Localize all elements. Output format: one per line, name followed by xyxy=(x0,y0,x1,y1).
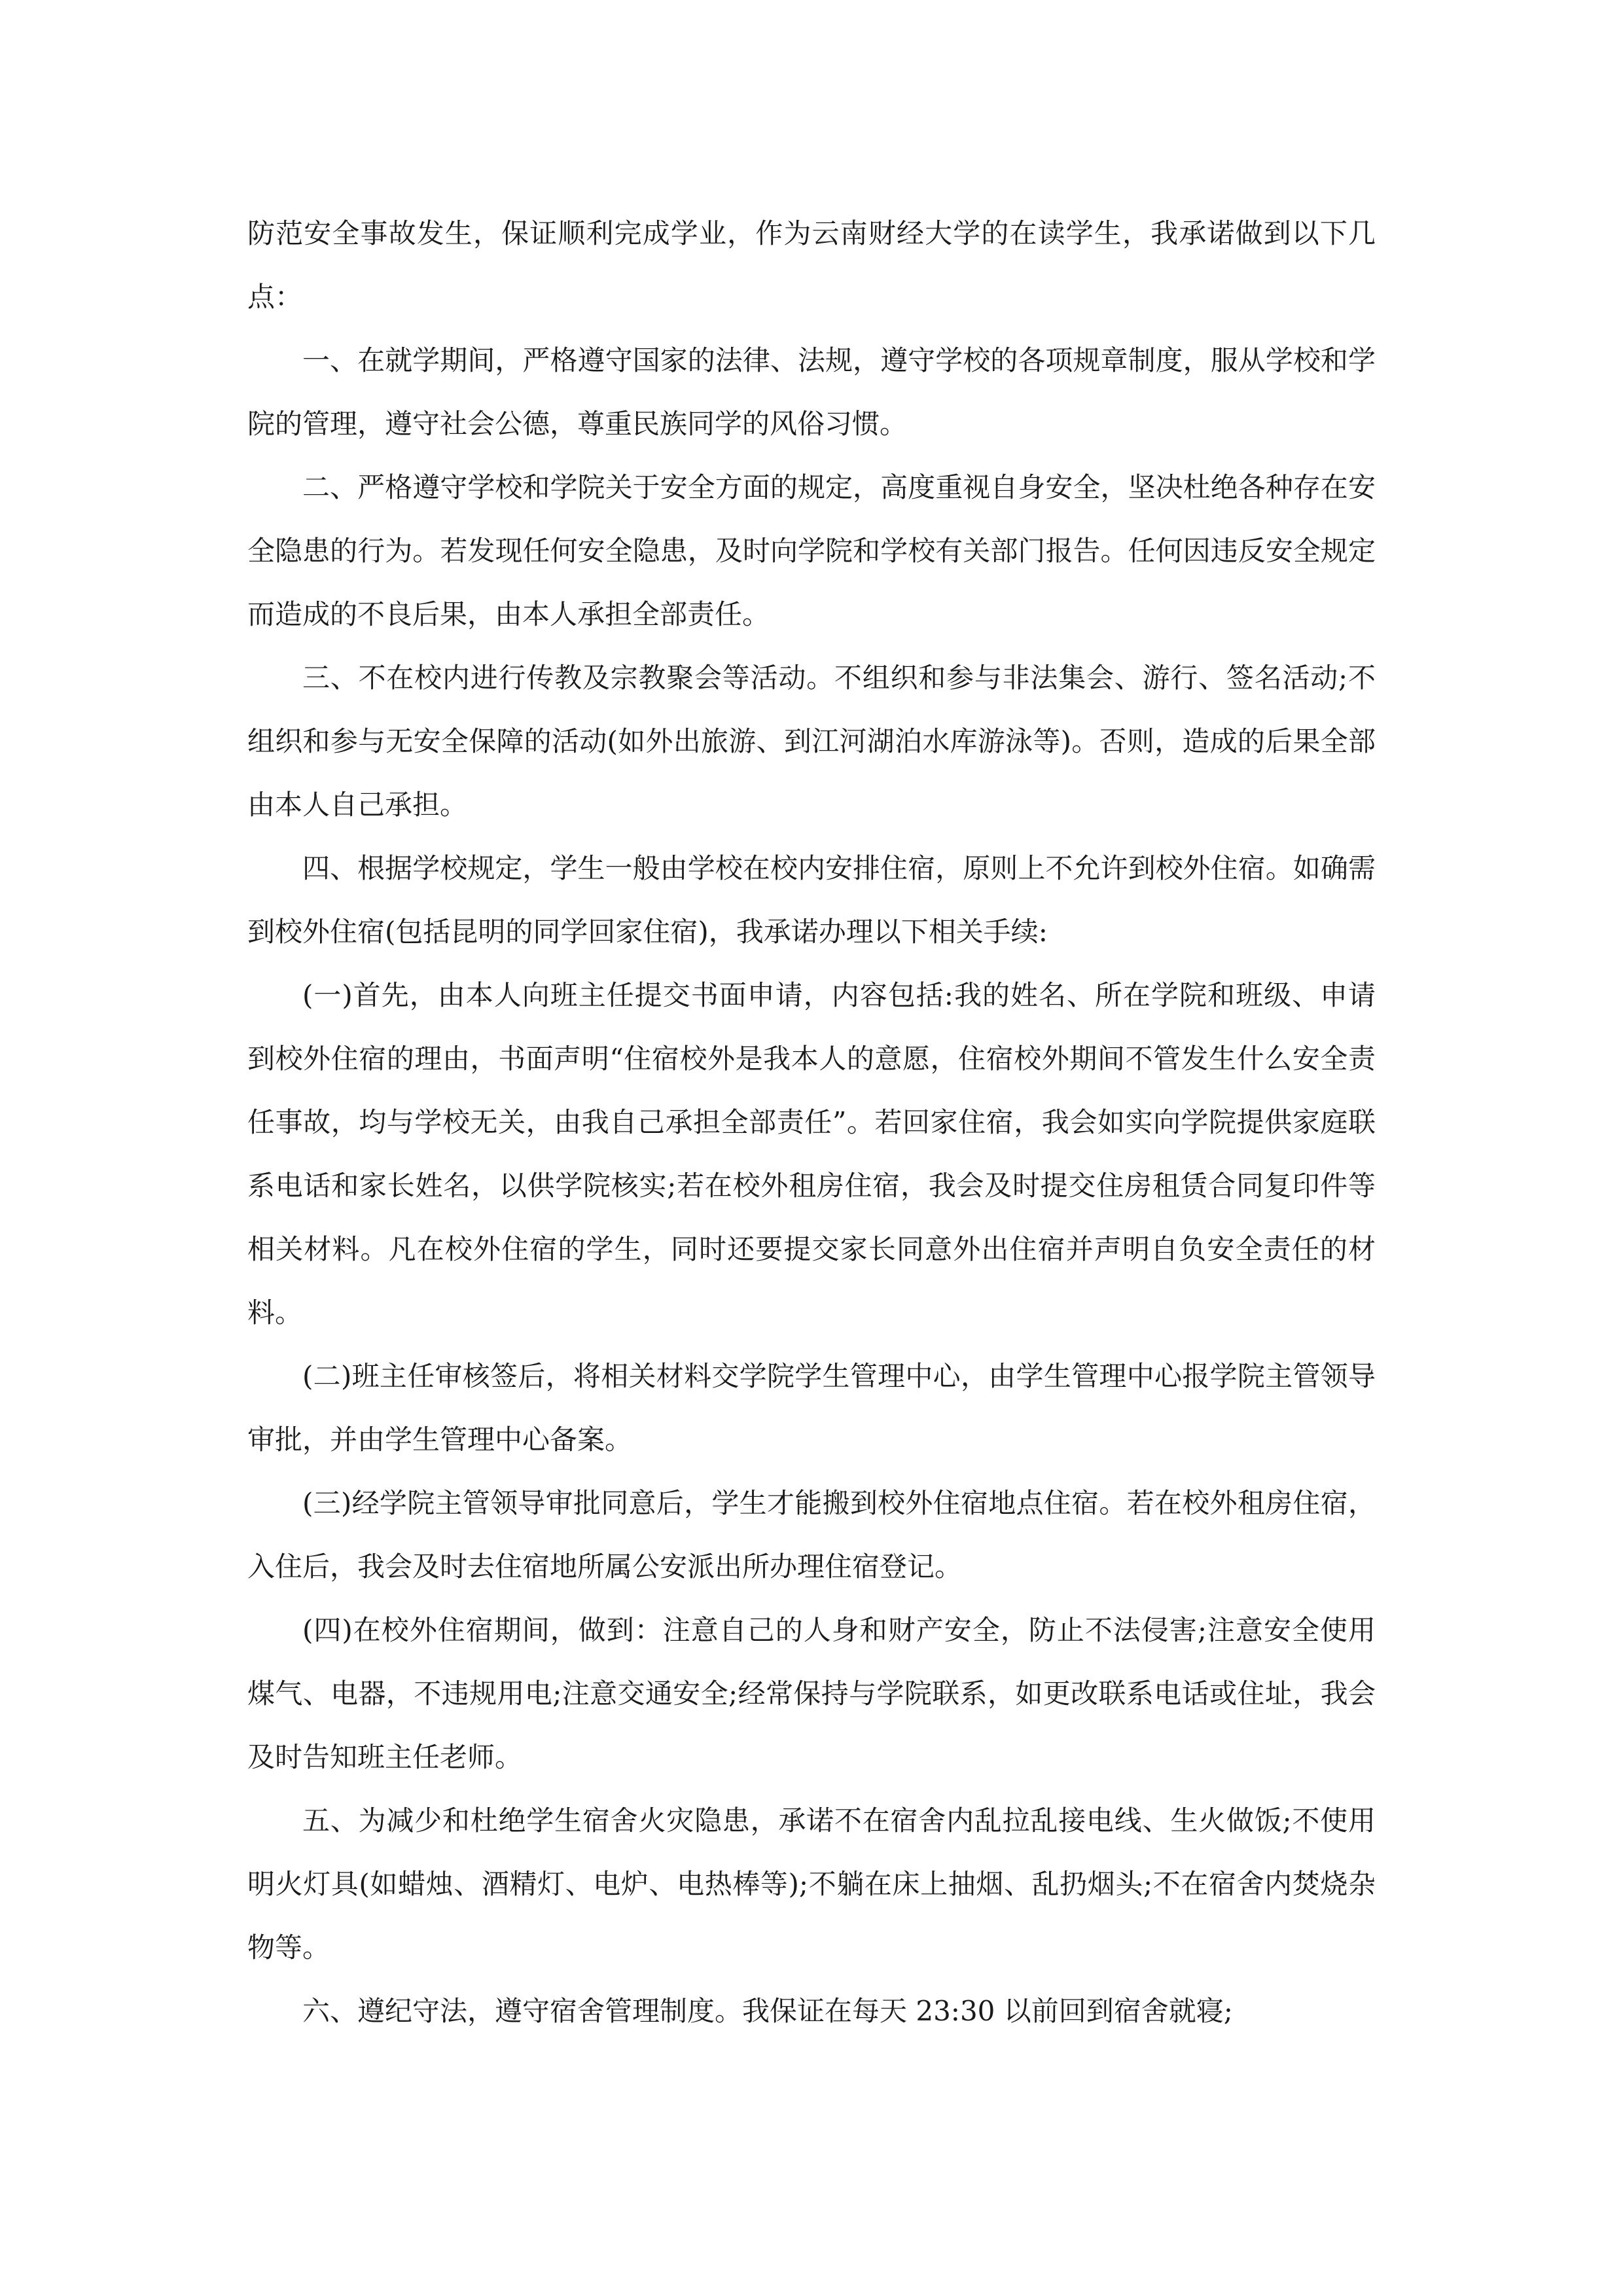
paragraph-item-6: 六、遵纪守法，遵守宿舍管理制度。我保证在每天 23:30 以前回到宿舍就寝; xyxy=(302,1995,1233,2027)
paragraph-item-4-sub-1: (一)首先，由本人向班主任提交书面申请，内容包括:我的姓名、所在学院和班级、申请到校外住宿的理由，书面声明“住宿校外是我本人的意愿，住宿校外期间不管发生什么安全责任事故，均与学校无关，由我自己承担全部责任”。若回家住宿，我会如实向学院提供家庭联系电话和家长姓名，以供学院核实;若在校外租房住宿，我会及时提交住房租赁合同复印件等相关材料。凡在校外住宿的学生，同时还要提交家长同意外出住宿并声明自负安全责任的材料。 xyxy=(247,979,1376,1329)
paragraph-item-5: 五、为减少和杜绝学生宿舍火灾隐患，承诺不在宿舍内乱拉乱接电线、生火做饭;不使用明火灯具(如蜡烛、酒精灯、电炉、电热棒等);不躺在床上抽烟、乱扔烟头;不在宿舍内焚烧杂物等。 xyxy=(247,1804,1376,1964)
paragraph-item-4: 四、根据学校规定，学生一般由学校在校内安排住宿，原则上不允许到校外住宿。如确需到校外住宿(包括昆明的同学回家住宿)，我承诺办理以下相关手续: xyxy=(247,852,1376,948)
paragraph-item-4-sub-3: (三)经学院主管领导审批同意后，学生才能搬到校外住宿地点住宿。若在校外租房住宿，入住后，我会及时去住宿地所属公安派出所办理住宿登记。 xyxy=(247,1487,1376,1583)
paragraph-item-1: 一、在就学期间，严格遵守国家的法律、法规，遵守学校的各项规章制度，服从学校和学院的管理，遵守社会公德，尊重民族同学的风俗习惯。 xyxy=(247,344,1376,440)
paragraph-item-3: 三、不在校内进行传教及宗教聚会等活动。不组织和参与非法集会、游行、签名活动;不组织和参与无安全保障的活动(如外出旅游、到江河湖泊水库游泳等)。否则，造成的后果全部由本人自己承担。 xyxy=(247,662,1376,821)
paragraph-item-4-sub-4: (四)在校外住宿期间，做到：注意自己的人身和财产安全，防止不法侵害;注意安全使用煤气、电器，不违规用电;注意交通安全;经常保持与学院联系，如更改联系电话或住址，我会及时告知班主任老师。 xyxy=(247,1614,1376,1773)
paragraph-item-2: 二、严格遵守学校和学院关于安全方面的规定，高度重视自身安全，坚决杜绝各种存在安全隐患的行为。若发现任何安全隐患，及时向学院和学校有关部门报告。任何因违反安全规定而造成的不良后果，由本人承担全部责任。 xyxy=(247,471,1376,630)
paragraph-intro: 防范安全事故发生，保证顺利完成学业，作为云南财经大学的在读学生，我承诺做到以下几点： xyxy=(247,217,1376,313)
paragraph-item-4-sub-2: (二)班主任审核签后，将相关材料交学院学生管理中心，由学生管理中心报学院主管领导审批，并由学生管理中心备案。 xyxy=(247,1360,1376,1456)
document-body xyxy=(247,202,1376,2043)
